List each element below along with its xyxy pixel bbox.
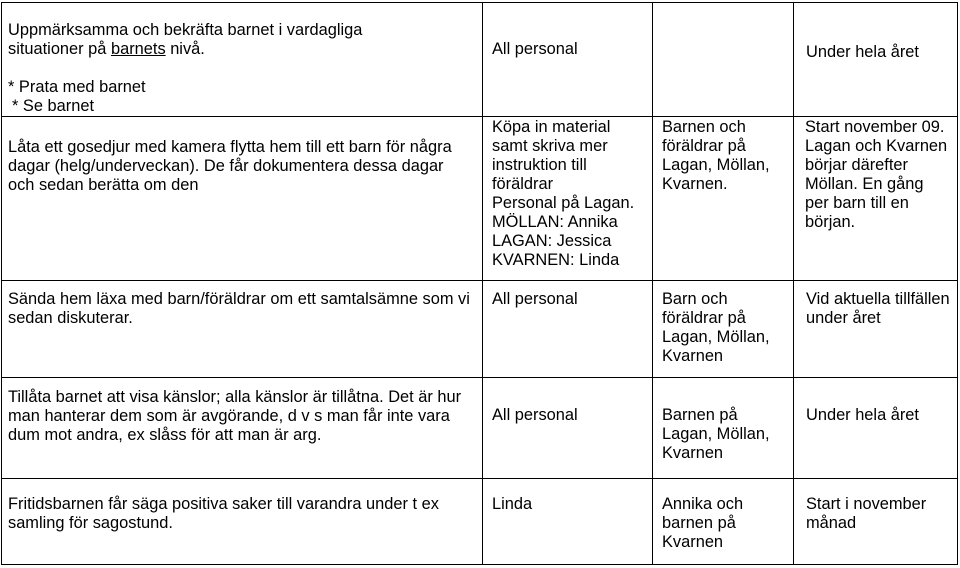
- responsible-text: Personal på Lagan.: [492, 194, 635, 212]
- activity-text: dum mot andra, ex slåss för att man är arg.: [8, 426, 322, 444]
- row-divider: [1, 116, 958, 117]
- responsible-text: instruktion till: [492, 156, 587, 174]
- target-group-text: Lagan, Möllan,: [662, 425, 770, 443]
- activity-text-part: nivå.: [165, 40, 205, 58]
- table-border-bottom: [1, 564, 958, 565]
- responsible-cell: [492, 495, 532, 514]
- timing-text: Vid aktuella tillfällen: [806, 290, 950, 308]
- target-group-cell: [662, 290, 770, 366]
- responsible-cell: [492, 40, 578, 59]
- timing-text: under året: [806, 309, 881, 327]
- timing-text: Under hela året: [806, 43, 919, 61]
- responsible-text: All personal: [492, 290, 578, 308]
- timing-cell: [806, 495, 926, 533]
- target-group-text: Kvarnen: [662, 444, 724, 462]
- timing-text: Start november 09.: [805, 118, 945, 136]
- activity-text: Fritidsbarnen får säga positiva saker till varandra under t ex: [8, 495, 439, 513]
- responsible-text: samt skriva mer: [492, 137, 608, 155]
- timing-cell: [805, 118, 947, 232]
- column-divider: [482, 2, 483, 565]
- responsible-text: MÖLLAN: Annika: [492, 213, 618, 231]
- target-group-text: Barn och: [662, 290, 728, 308]
- timing-text: Start i november: [806, 495, 927, 513]
- timing-text: månad: [806, 514, 857, 532]
- timing-cell: [806, 290, 950, 328]
- responsible-text: All personal: [492, 406, 578, 424]
- timing-cell: [806, 43, 919, 62]
- target-group-text: Barnen på: [662, 406, 738, 424]
- target-group-text: Kvarnen: [662, 533, 724, 551]
- responsible-text: All personal: [492, 40, 578, 58]
- responsible-text: Köpa in material: [492, 118, 611, 136]
- target-group-text: barnen på: [662, 514, 736, 532]
- responsible-text: föräldrar: [492, 175, 554, 193]
- target-group-cell: [662, 406, 770, 463]
- timing-text: början.: [805, 213, 856, 231]
- activity-text: och sedan berätta om den: [8, 176, 199, 194]
- target-group-cell: [662, 118, 770, 194]
- column-divider: [793, 2, 794, 565]
- target-group-text: Barnen och: [662, 118, 746, 136]
- activity-cell: [8, 495, 439, 533]
- timing-text: börjar därefter: [805, 156, 908, 174]
- responsible-text: LAGAN: Jessica: [492, 232, 612, 250]
- row-divider: [1, 478, 958, 479]
- activity-text-part: situationer på: [8, 40, 111, 58]
- responsible-cell: [492, 290, 578, 309]
- timing-text: per barn till en: [805, 194, 909, 212]
- activity-text: Sända hem läxa med barn/föräldrar om ett samtalsämne som vi: [8, 290, 470, 308]
- target-group-cell: [662, 495, 743, 552]
- timing-text: Lagan och Kvarnen: [805, 137, 948, 155]
- activity-text: dagar (helg/underveckan). De får dokumentera dessa dagar: [8, 157, 444, 175]
- activity-text: [8, 40, 362, 59]
- activity-text: man hanterar dem som är avgörande, d v s man får inte vara: [8, 407, 450, 425]
- activity-cell: [8, 21, 362, 116]
- bullet-item: * Se barnet: [12, 97, 95, 115]
- responsible-text: Linda: [492, 495, 533, 513]
- target-group-text: Lagan, Möllan,: [662, 156, 770, 174]
- activity-cell: [8, 388, 461, 445]
- responsible-text: KVARNEN: Linda: [492, 251, 620, 269]
- activity-text: sedan diskuterar.: [8, 309, 133, 327]
- target-group-text: Kvarnen.: [662, 175, 728, 193]
- activity-cell: [8, 290, 470, 328]
- activity-text: Tillåta barnet att visa känslor; alla känslor är tillåtna. Det är hur: [8, 388, 462, 406]
- row-divider: [1, 377, 958, 378]
- timing-text: Under hela året: [806, 406, 919, 424]
- activity-text: Uppmärksamma och bekräfta barnet i vardagliga: [8, 21, 363, 39]
- target-group-text: föräldrar på: [662, 309, 746, 327]
- target-group-text: Lagan, Möllan,: [662, 328, 770, 346]
- activity-cell: [8, 138, 452, 195]
- column-divider: [652, 2, 653, 565]
- bullet-item: * Prata med barnet: [8, 78, 146, 96]
- row-divider: [1, 280, 958, 281]
- timing-cell: [806, 406, 919, 425]
- table-border-top: [1, 2, 958, 3]
- timing-text: Möllan. En gång: [805, 175, 924, 193]
- target-group-text: Annika och: [662, 495, 744, 513]
- table-border-left: [1, 2, 2, 565]
- table-border-right: [957, 2, 958, 565]
- target-group-text: Kvarnen: [662, 347, 724, 365]
- activity-text: samling för sagostund.: [8, 514, 173, 532]
- responsible-cell: [492, 118, 634, 270]
- target-group-text: föräldrar på: [662, 137, 746, 155]
- responsible-cell: [492, 406, 578, 425]
- activity-text: Låta ett gosedjur med kamera flytta hem till ett barn för några: [8, 138, 452, 156]
- underlined-word: barnets: [110, 40, 166, 58]
